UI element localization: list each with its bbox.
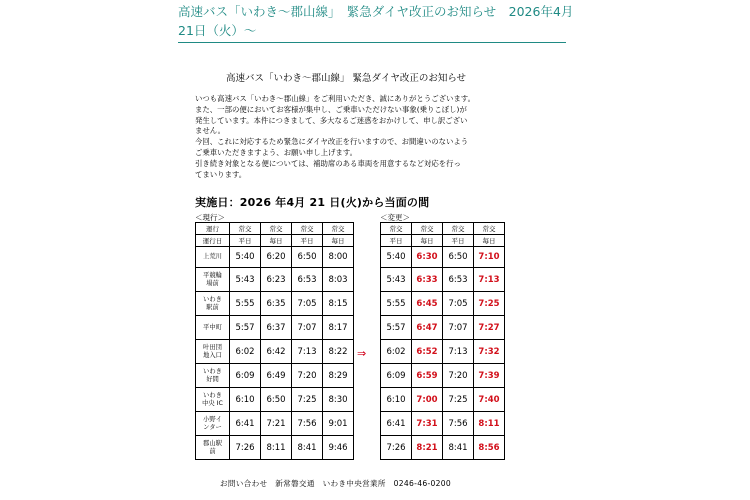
header-cell: 運行 bbox=[196, 223, 230, 235]
table-row bbox=[196, 364, 354, 388]
changed-time-cell: 7:10 bbox=[474, 247, 505, 268]
time-cell: 6:53 bbox=[292, 268, 323, 292]
header-cell: 平日 bbox=[381, 235, 412, 247]
table-row bbox=[196, 388, 354, 412]
changed-time-cell: 6:30 bbox=[412, 247, 443, 268]
time-cell: 6:10 bbox=[381, 388, 412, 412]
time-cell: 7:07 bbox=[292, 316, 323, 340]
changed-time-cell: 8:11 bbox=[474, 412, 505, 436]
stop-name: いわき 中央 IC bbox=[196, 388, 230, 412]
contact-footer: お問い合わせ 新常磐交通 いわき中央営業所 0246-46-0200 bbox=[220, 479, 452, 488]
header-cell: 平日 bbox=[443, 235, 474, 247]
current-timetable-caption: ＜現行＞ bbox=[195, 213, 225, 222]
notice-body: いつも高速バス「いわき～郡山線」をご利用いただき、誠にありがとうございます。 また、一部の便においてお客様が集中し、ご乗車いただけない事象(乗りこぼし)が 発生しています。本件につきまして、多大なるご迷惑をおかけして、申し訳ござい ません。 今回、これに対応するため緊急にダイヤ改正を行いますので、お間違いのないよう ご乗車いただきますよう、お願い申し上げます。 引き続き対象となる便については、補助席のある車両を用意するなど対応を行っ てまいります。 bbox=[195, 94, 475, 179]
header-cell: 運行日 bbox=[196, 235, 230, 247]
table-row bbox=[381, 412, 505, 436]
changed-time-cell: 8:21 bbox=[412, 436, 443, 460]
time-cell: 7:56 bbox=[292, 412, 323, 436]
changed-timetable-caption: ＜変更＞ bbox=[380, 213, 410, 222]
time-cell: 6:41 bbox=[381, 412, 412, 436]
time-cell: 8:15 bbox=[323, 292, 354, 316]
changed-time-cell: 6:59 bbox=[412, 364, 443, 388]
table-row bbox=[196, 268, 354, 292]
header-cell: 毎日 bbox=[412, 235, 443, 247]
time-cell: 7:25 bbox=[292, 388, 323, 412]
time-cell: 6:02 bbox=[230, 340, 261, 364]
changed-time-cell: 8:56 bbox=[474, 436, 505, 460]
changed-time-cell: 6:52 bbox=[412, 340, 443, 364]
time-cell: 6:53 bbox=[443, 268, 474, 292]
stop-name: いわき 駅前 bbox=[196, 292, 230, 316]
changed-time-cell: 7:27 bbox=[474, 316, 505, 340]
table-row bbox=[381, 316, 505, 340]
implementation-date: 実施日：2026 年4月 21 日(火)から当面の間 bbox=[195, 196, 430, 209]
header-cell: 常交 bbox=[412, 223, 443, 235]
time-cell: 6:02 bbox=[381, 340, 412, 364]
stop-name: 平競輪 場前 bbox=[196, 268, 230, 292]
header-cell: 常交 bbox=[261, 223, 292, 235]
title-divider bbox=[178, 42, 566, 43]
header-cell: 常交 bbox=[474, 223, 505, 235]
time-cell: 7:07 bbox=[443, 316, 474, 340]
time-cell: 5:43 bbox=[230, 268, 261, 292]
header-cell: 常交 bbox=[443, 223, 474, 235]
time-cell: 8:11 bbox=[261, 436, 292, 460]
header-cell: 平日 bbox=[292, 235, 323, 247]
table-row bbox=[196, 436, 354, 460]
time-cell: 8:30 bbox=[323, 388, 354, 412]
time-cell: 6:23 bbox=[261, 268, 292, 292]
time-cell: 6:50 bbox=[261, 388, 292, 412]
time-cell: 7:20 bbox=[443, 364, 474, 388]
table-row bbox=[381, 247, 505, 268]
time-cell: 5:57 bbox=[381, 316, 412, 340]
time-cell: 6:09 bbox=[230, 364, 261, 388]
time-cell: 6:10 bbox=[230, 388, 261, 412]
stop-name: 郡山駅 前 bbox=[196, 436, 230, 460]
time-cell: 8:41 bbox=[292, 436, 323, 460]
time-cell: 6:35 bbox=[261, 292, 292, 316]
changed-time-cell: 7:31 bbox=[412, 412, 443, 436]
time-cell: 7:05 bbox=[292, 292, 323, 316]
header-row bbox=[196, 235, 354, 247]
time-cell: 5:57 bbox=[230, 316, 261, 340]
current-timetable bbox=[195, 222, 354, 460]
changed-time-cell: 6:45 bbox=[412, 292, 443, 316]
time-cell: 6:41 bbox=[230, 412, 261, 436]
time-cell: 9:01 bbox=[323, 412, 354, 436]
time-cell: 8:22 bbox=[323, 340, 354, 364]
changed-time-cell: 7:32 bbox=[474, 340, 505, 364]
stop-name: 上荒川 bbox=[196, 247, 230, 268]
time-cell: 6:42 bbox=[261, 340, 292, 364]
notice-heading: 高速バス「いわき～郡山線」 緊急ダイヤ改正のお知らせ bbox=[226, 73, 467, 84]
header-row bbox=[381, 223, 505, 235]
time-cell: 5:55 bbox=[381, 292, 412, 316]
header-cell: 毎日 bbox=[474, 235, 505, 247]
stop-name: いわき 好間 bbox=[196, 364, 230, 388]
header-cell: 平日 bbox=[230, 235, 261, 247]
time-cell: 6:20 bbox=[261, 247, 292, 268]
time-cell: 8:03 bbox=[323, 268, 354, 292]
changed-time-cell: 6:47 bbox=[412, 316, 443, 340]
changed-time-cell: 7:25 bbox=[474, 292, 505, 316]
time-cell: 8:00 bbox=[323, 247, 354, 268]
time-cell: 7:13 bbox=[292, 340, 323, 364]
header-cell: 常交 bbox=[230, 223, 261, 235]
table-row bbox=[381, 364, 505, 388]
table-row bbox=[381, 340, 505, 364]
header-row bbox=[196, 223, 354, 235]
header-cell: 毎日 bbox=[261, 235, 292, 247]
header-cell: 常交 bbox=[323, 223, 354, 235]
table-row bbox=[196, 316, 354, 340]
changed-time-cell: 7:00 bbox=[412, 388, 443, 412]
changed-timetable bbox=[380, 222, 505, 460]
time-cell: 6:50 bbox=[292, 247, 323, 268]
header-cell: 常交 bbox=[292, 223, 323, 235]
time-cell: 7:25 bbox=[443, 388, 474, 412]
time-cell: 8:41 bbox=[443, 436, 474, 460]
table-row bbox=[381, 436, 505, 460]
time-cell: 6:09 bbox=[381, 364, 412, 388]
time-cell: 7:26 bbox=[230, 436, 261, 460]
header-cell: 毎日 bbox=[323, 235, 354, 247]
page-title: 高速バス「いわき～郡山線」 緊急ダイヤ改正のお知らせ 2026年4月21日（火）～ bbox=[178, 4, 574, 38]
time-cell: 7:21 bbox=[261, 412, 292, 436]
time-cell: 8:17 bbox=[323, 316, 354, 340]
stop-name: 小野イ ンター bbox=[196, 412, 230, 436]
changed-time-cell: 6:33 bbox=[412, 268, 443, 292]
table-row bbox=[196, 340, 354, 364]
right-arrow-icon: ⇒ bbox=[357, 347, 367, 360]
time-cell: 6:37 bbox=[261, 316, 292, 340]
table-row bbox=[381, 388, 505, 412]
time-cell: 5:43 bbox=[381, 268, 412, 292]
time-cell: 5:55 bbox=[230, 292, 261, 316]
time-cell: 6:50 bbox=[443, 247, 474, 268]
time-cell: 6:49 bbox=[261, 364, 292, 388]
header-cell: 常交 bbox=[381, 223, 412, 235]
table-row bbox=[381, 268, 505, 292]
table-row bbox=[196, 292, 354, 316]
changed-time-cell: 7:39 bbox=[474, 364, 505, 388]
time-cell: 7:13 bbox=[443, 340, 474, 364]
table-row bbox=[196, 247, 354, 268]
changed-time-cell: 7:40 bbox=[474, 388, 505, 412]
table-row bbox=[196, 412, 354, 436]
time-cell: 5:40 bbox=[230, 247, 261, 268]
time-cell: 8:29 bbox=[323, 364, 354, 388]
time-cell: 7:26 bbox=[381, 436, 412, 460]
time-cell: 7:20 bbox=[292, 364, 323, 388]
time-cell: 7:05 bbox=[443, 292, 474, 316]
stop-name: 叶田団 地入口 bbox=[196, 340, 230, 364]
time-cell: 7:56 bbox=[443, 412, 474, 436]
table-row bbox=[381, 292, 505, 316]
changed-time-cell: 7:13 bbox=[474, 268, 505, 292]
time-cell: 5:40 bbox=[381, 247, 412, 268]
header-row bbox=[381, 235, 505, 247]
time-cell: 9:46 bbox=[323, 436, 354, 460]
stop-name: 平中町 bbox=[196, 316, 230, 340]
